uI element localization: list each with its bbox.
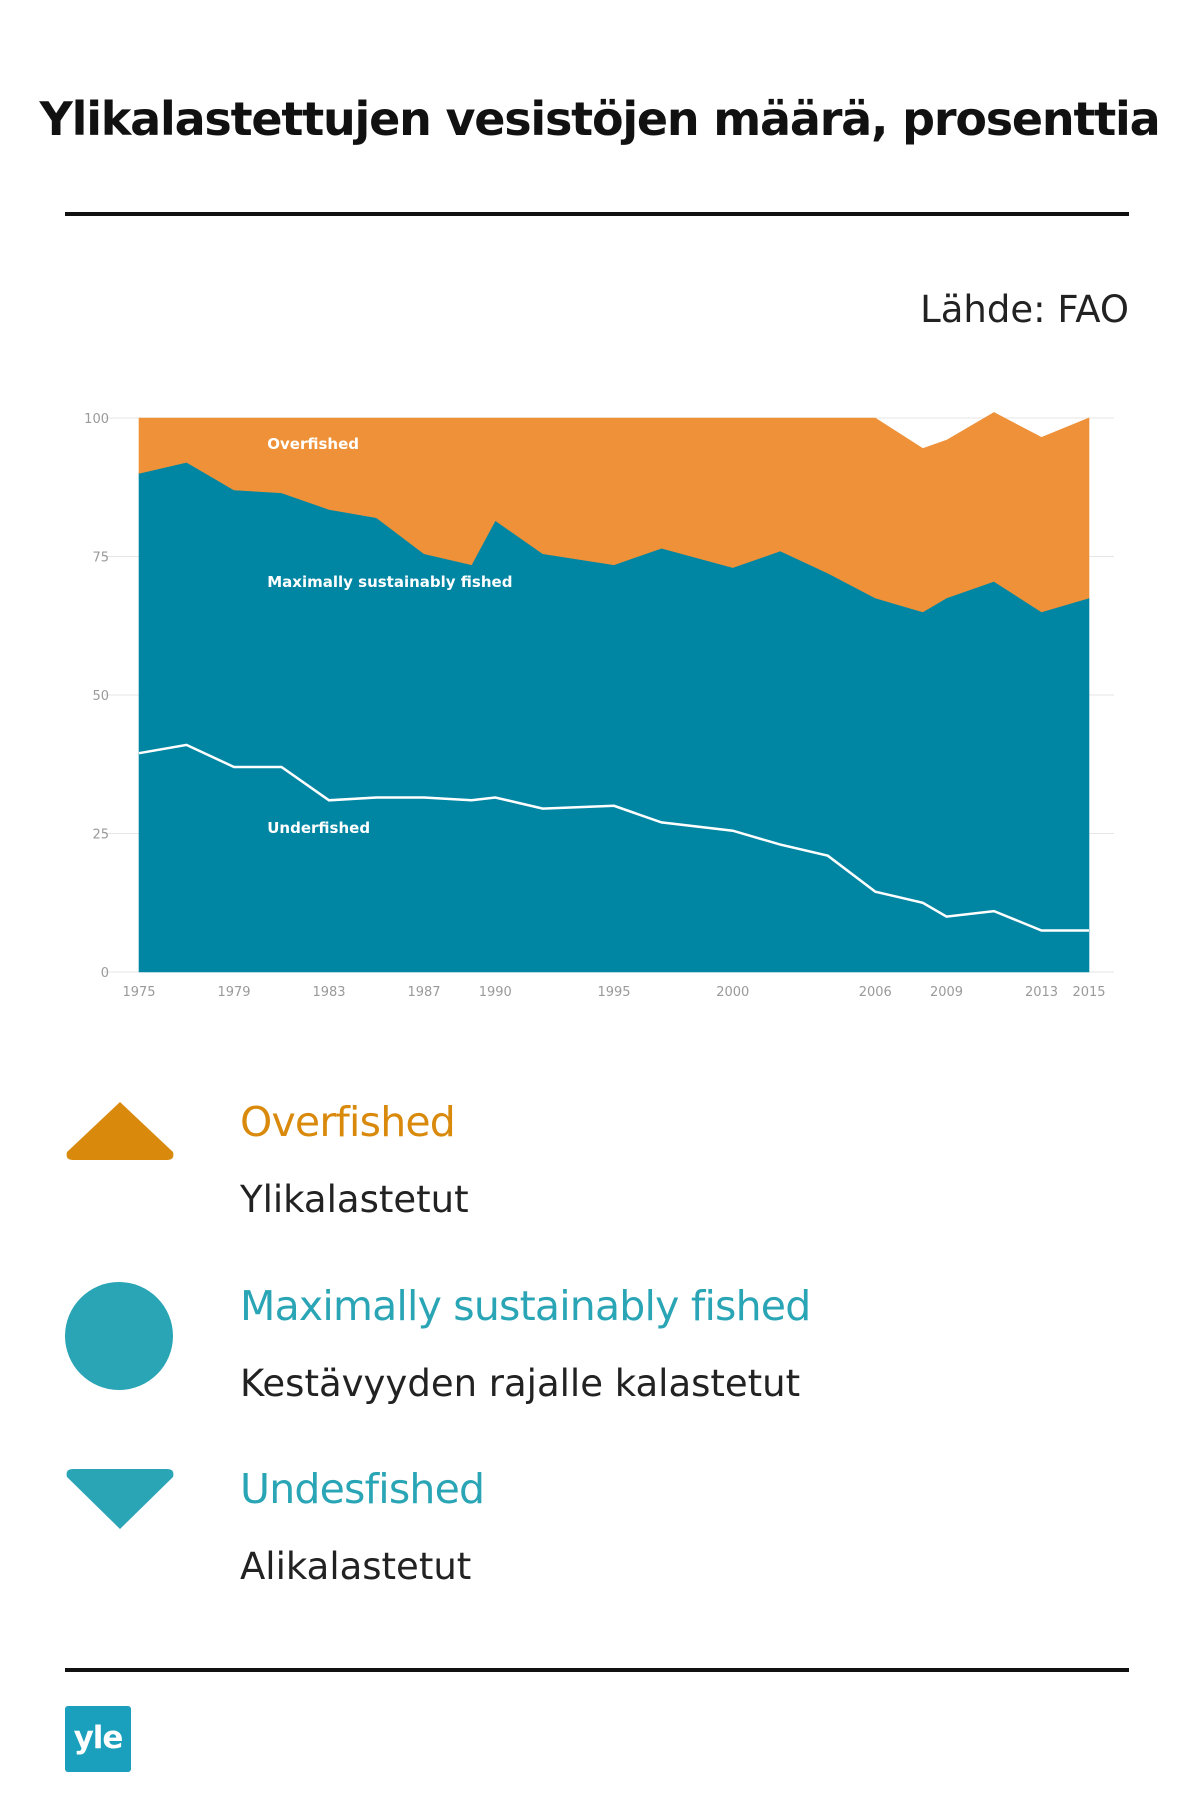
y-tick-label: 25 [92, 827, 109, 843]
x-tick-label: 1995 [597, 985, 631, 1000]
legend-desc-underfished: Alikalastetut [240, 1545, 472, 1588]
x-tick-label: 1987 [407, 985, 441, 1000]
bottom-divider [65, 1668, 1129, 1672]
legend-item-sustainable [65, 1282, 1129, 1412]
top-divider [65, 212, 1129, 216]
x-tick-label: 2009 [929, 985, 964, 1000]
circle-icon [65, 1282, 175, 1392]
x-tick-label: 1990 [478, 985, 512, 1000]
source-note: Lähde: FAO [920, 288, 1129, 331]
series-label: Overfished [267, 435, 359, 454]
legend-name-underfished: Undesfished [240, 1465, 485, 1513]
y-tick-label: 100 [84, 412, 109, 427]
series-label: Underfished [267, 818, 371, 837]
x-tick-label: 2006 [858, 985, 892, 1000]
legend-desc-sustainable: Kestävyyden rajalle kalastetut [240, 1362, 801, 1405]
yle-logo[interactable]: yle [65, 1706, 131, 1772]
x-tick-label: 1975 [122, 985, 156, 1000]
y-tick-label: 75 [92, 550, 109, 566]
legend-name-sustainable: Maximally sustainably fished [240, 1282, 811, 1330]
x-tick-label: 1983 [312, 985, 346, 1000]
triangle-down-icon [65, 1469, 175, 1539]
stacked-area-chart [55, 405, 1135, 1005]
legend-name-overfished: Overfished [240, 1098, 456, 1146]
legend-item-overfished [65, 1098, 1129, 1228]
x-tick-label: 2015 [1072, 985, 1106, 1000]
y-tick-label: 50 [92, 689, 109, 704]
legend-item-underfished [65, 1465, 1129, 1595]
legend-desc-overfished: Ylikalastetut [240, 1178, 469, 1221]
triangle-up-icon [65, 1098, 175, 1168]
chart-title: Ylikalastettujen vesistöjen määrä, prosenttia [39, 92, 1160, 146]
x-tick-label: 1979 [217, 985, 251, 1000]
series-label: Maximally sustainably fished [267, 572, 513, 591]
x-tick-label: 2013 [1024, 985, 1059, 1000]
x-tick-label: 2000 [716, 985, 750, 1000]
y-tick-label: 0 [100, 966, 109, 981]
